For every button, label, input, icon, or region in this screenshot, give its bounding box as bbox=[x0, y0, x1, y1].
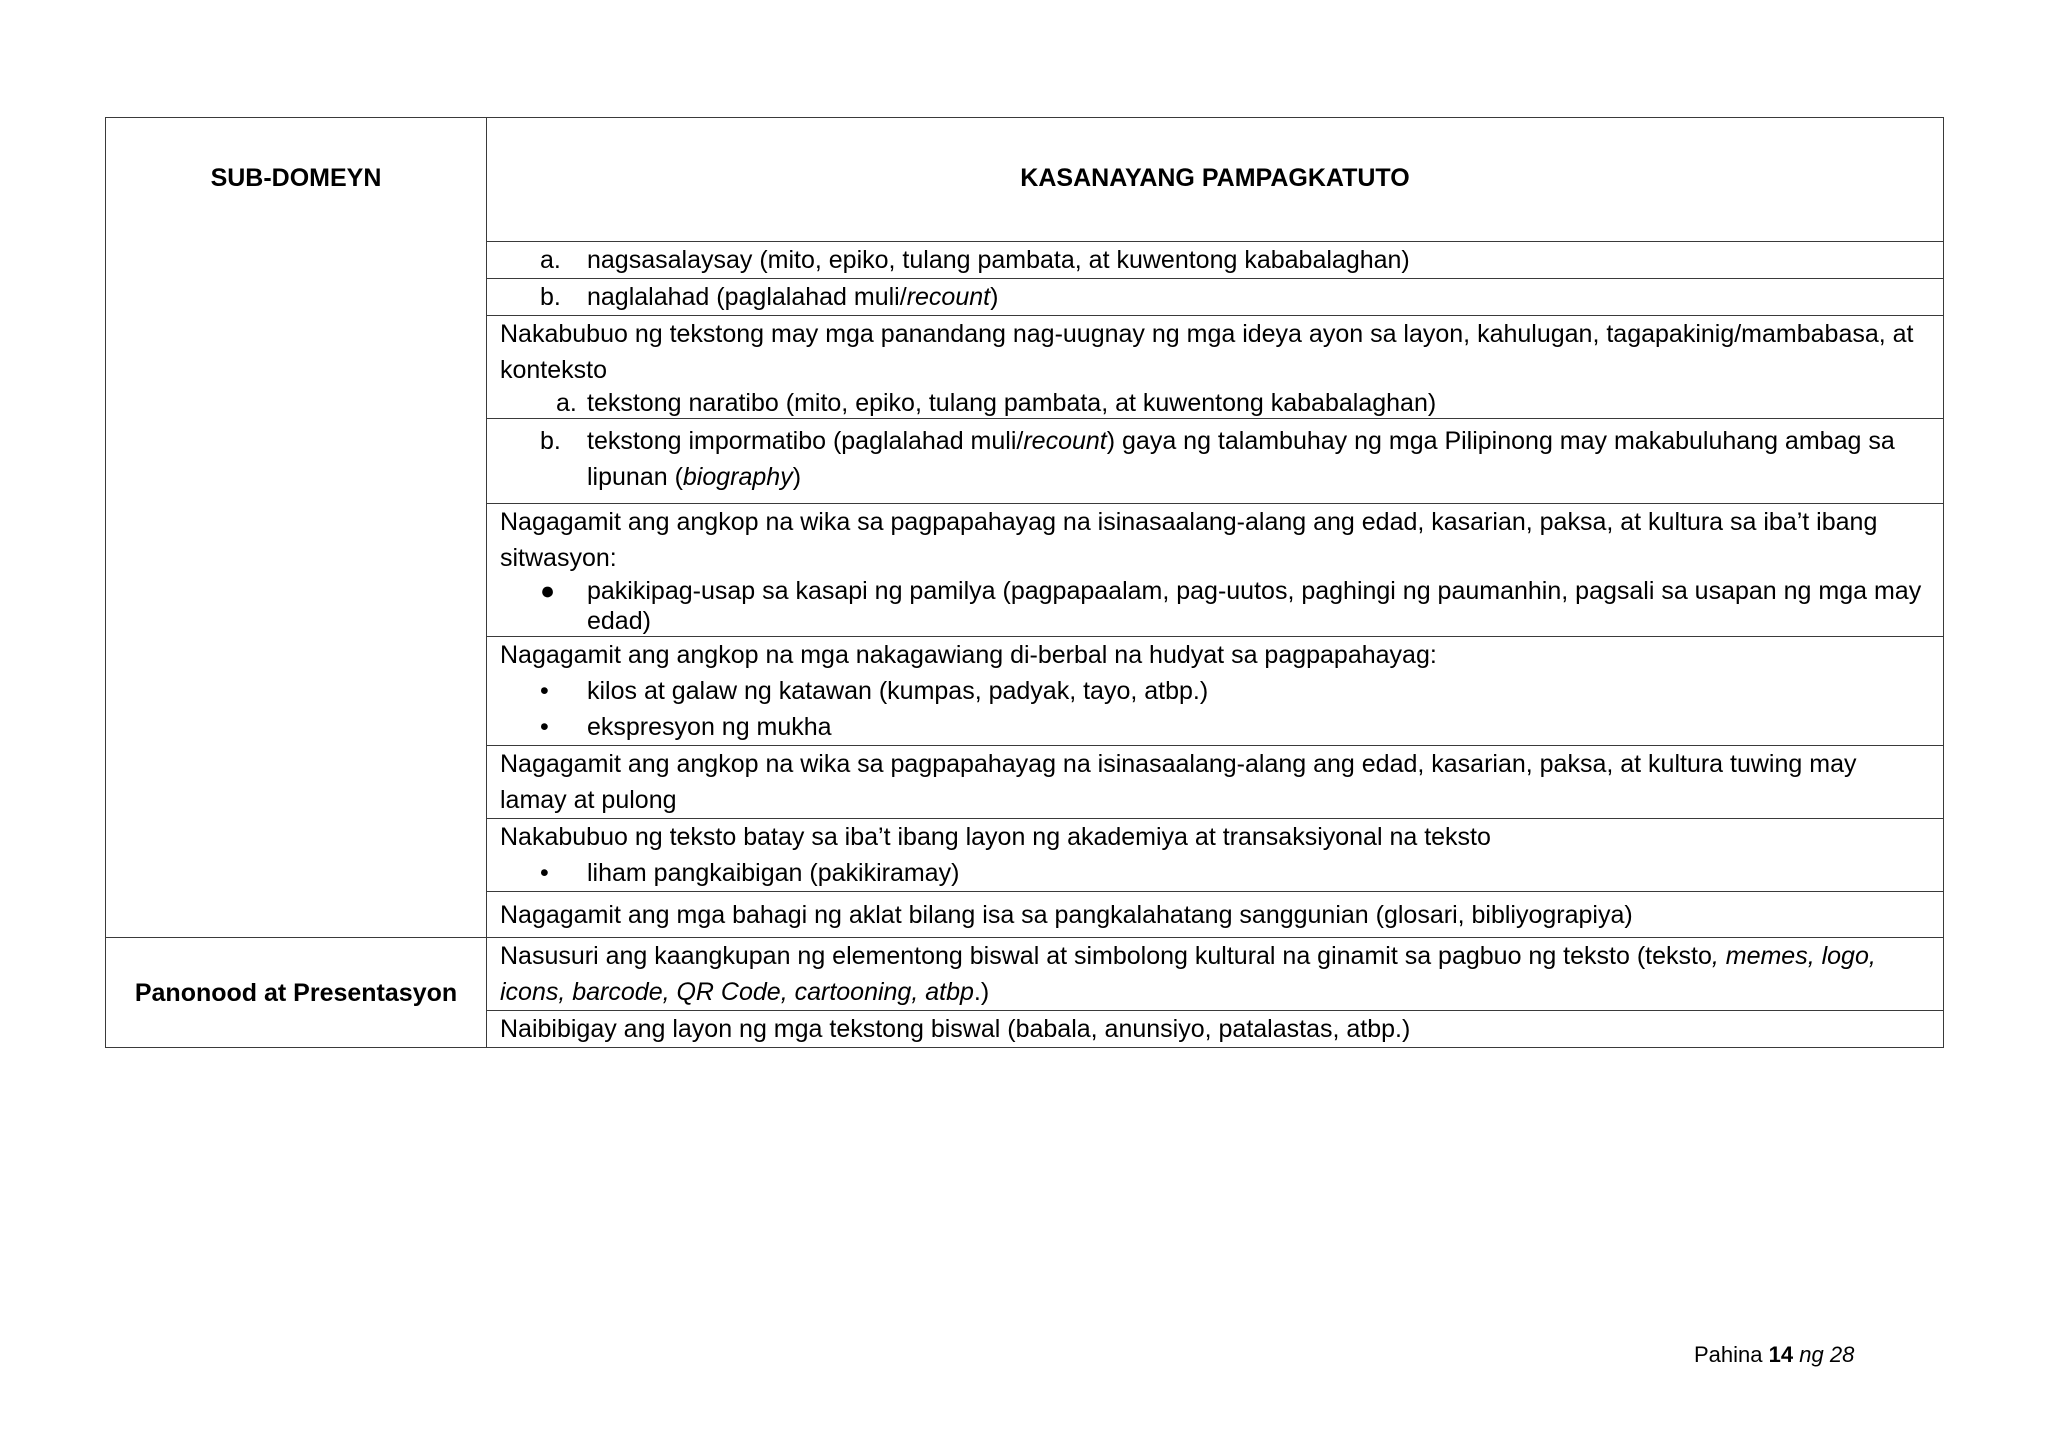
list-item: • ekspresyon ng mukha bbox=[540, 713, 832, 741]
list-item: b. naglalahad (paglalahad muli/recount) bbox=[540, 283, 999, 311]
competency-text: Nasusuri ang kaangkupan ng elementong biswal at simbolong kultural na ginamit sa pagbuo ng teksto (teksto, memes, logo, icons, barcode, QR Code, cartooning, atbp.) bbox=[500, 942, 1876, 1006]
list-item: a. nagsasalaysay (mito, epiko, tulang pambata, at kuwentong kababalaghan) bbox=[540, 246, 1410, 274]
list-item: b. tekstong impormatibo (paglalahad muli/recount) gaya ng talambuhay ng mga Pilipinong may makabuluhang ambag sa lipunan (biography) bbox=[540, 427, 1895, 491]
list-item: • kilos at galaw ng katawan (kumpas, padyak, tayo, atbp.) bbox=[540, 677, 1209, 705]
competency-text: Nagagamit ang mga bahagi ng aklat bilang isa sa pangkalahatang sanggunian (glosari, bibliyograpiya) bbox=[500, 901, 1633, 929]
competency-text: Naibibigay ang layon ng mga tekstong biswal (babala, anunsiyo, patalastas, atbp.) bbox=[500, 1015, 1411, 1043]
page-total: ng 28 bbox=[1799, 1342, 1855, 1367]
page-footer bbox=[1694, 1340, 1854, 1370]
sub-domain-cell bbox=[106, 118, 487, 938]
header-sub-domain: SUB-DOMEYN bbox=[210, 164, 382, 192]
competency-text: Nagagamit ang angkop na wika sa pagpapahayag na isinasaalang-alang ang edad, kasarian, paksa, at kultura sa iba’t ibang sitwasyon: bbox=[500, 508, 1878, 572]
header-row bbox=[106, 118, 1944, 242]
competency-text: Nagagamit ang angkop na wika sa pagpapahayag na isinasaalang-alang ang edad, kasarian, paksa, at kultura tuwing may lamay at pulong bbox=[500, 750, 1857, 814]
list-item: • liham pangkaibigan (pakikiramay) bbox=[540, 859, 960, 887]
competency-text: Nagagamit ang angkop na mga nakagawiang di-berbal na hudyat sa pagpapahayag: bbox=[500, 641, 1437, 669]
competency-text: Nakabubuo ng teksto batay sa iba’t ibang layon ng akademiya at transaksiyonal na teksto bbox=[500, 823, 1491, 851]
header-competency: KASANAYANG PAMPAGKATUTO bbox=[1020, 164, 1410, 192]
list-item: a. tekstong naratibo (mito, epiko, tulang pambata, at kuwentong kababalaghan) bbox=[556, 389, 1437, 417]
header-competency-cell bbox=[487, 118, 1944, 242]
table-row bbox=[106, 938, 1944, 1011]
sub-domain-label: Panonood at Presentasyon bbox=[106, 938, 487, 1048]
page-number: 14 bbox=[1768, 1342, 1794, 1367]
page-label: Pahina bbox=[1694, 1342, 1763, 1367]
competency-text: Nakabubuo ng tekstong may mga panandang nag-uugnay ng mga ideya ayon sa layon, kahulugan, tagapakinig/mambabasa, at konteksto bbox=[500, 320, 1914, 384]
competency-table bbox=[105, 117, 1944, 1048]
list-item: ● pakikipag-usap sa kasapi ng pamilya (pagpapaalam, pag-uutos, paghingi ng paumanhin, pagsali sa usapan ng mga may edad) bbox=[540, 577, 1922, 635]
